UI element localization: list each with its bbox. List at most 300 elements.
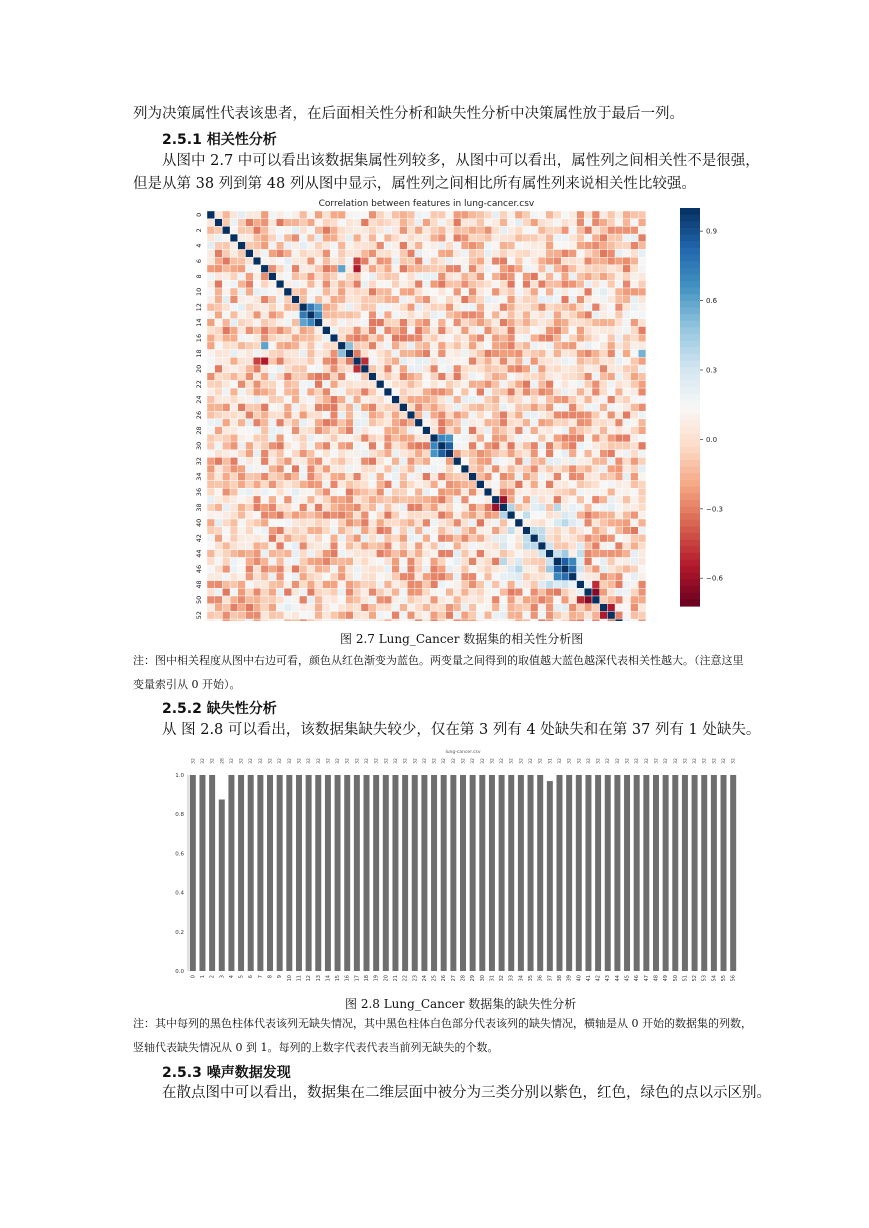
heatmap-cell [323,596,331,604]
heatmap-cell [507,288,515,296]
heatmap-cell [246,296,254,304]
heatmap-cell [299,588,307,596]
heatmap-cell [430,280,438,288]
heatmap-cell [607,257,615,265]
heatmap-cell [423,211,431,219]
heatmap-cell [615,596,623,604]
heatmap-cell [453,604,461,612]
heatmap-cell [353,488,361,496]
colorbar-segment [680,526,700,533]
heatmap-cell [222,250,230,258]
heatmap-cell [461,442,469,450]
heatmap-cell [269,357,277,365]
heatmap-cell [353,581,361,589]
heatmap-cell [530,419,538,427]
heatmap-cell [607,319,615,327]
heatmap-cell [222,465,230,473]
heatmap-cell [284,457,292,465]
heatmap-cell [407,588,415,596]
heatmap-cell [315,565,323,573]
heatmap-cell [438,250,446,258]
heatmap-cell [261,296,269,304]
heatmap-cell [546,319,554,327]
heatmap-cell [638,411,646,419]
heatmap-cell [607,573,615,581]
heatmap-cell [299,334,307,342]
heatmap-cell [453,380,461,388]
heatmap-cell [407,519,415,527]
heatmap-cell [438,219,446,227]
heatmap-cell [446,619,454,621]
heatmap-cell [315,342,323,350]
heatmap-cell [269,365,277,373]
heatmap-cell [261,581,269,589]
heatmap-cell [407,558,415,566]
heatmap-cell [438,334,446,342]
heatmap-cell [600,411,608,419]
count-label: 32 [702,758,708,764]
heatmap-cell [577,519,585,527]
heatmap-cell [222,273,230,281]
heatmap-cell [461,419,469,427]
data-bar [190,775,196,971]
heatmap-cell [561,373,569,381]
heatmap-cell [523,434,531,442]
heatmap-cell [253,465,261,473]
data-bar [489,775,495,971]
heatmap-cell [338,504,346,512]
heatmap-cell [538,411,546,419]
heatmap-cell [207,327,215,335]
heatmap-cell [330,296,338,304]
heatmap-cell [407,373,415,381]
heatmap-cell [492,488,500,496]
heatmap-cell [492,404,500,412]
heatmap-cell [323,388,331,396]
heatmap-cell [484,550,492,558]
heatmap-cell [276,219,284,227]
heatmap-cell [415,404,423,412]
heatmap-cell [400,273,408,281]
heatmap-cell [623,488,631,496]
heatmap-cell [284,481,292,489]
heatmap-cell [523,404,531,412]
heatmap-cell [430,581,438,589]
heatmap-cell [353,226,361,234]
heatmap-cell [292,611,300,619]
heatmap-cell [276,404,284,412]
heatmap-cell [492,519,500,527]
heatmap-cell [600,619,608,621]
count-label: 32 [557,758,563,764]
heatmap-cell [569,350,577,358]
heatmap-cell [453,558,461,566]
heatmap-cell [538,373,546,381]
data-bar [238,775,244,971]
heatmap-cell [230,327,238,335]
heatmap-cell [584,303,592,311]
heatmap-cell [623,604,631,612]
heatmap-cell [400,365,408,373]
heatmap-cell [515,350,523,358]
y-tick-label: 20 [195,364,203,373]
heatmap-cell [384,573,392,581]
heatmap-cell [592,588,600,596]
heatmap-cell [376,303,384,311]
heatmap-cell [592,581,600,589]
heatmap-cell [284,357,292,365]
count-label: 32 [326,758,332,764]
heatmap-cell [631,504,639,512]
count-label: 32 [268,758,274,764]
heatmap-cell [584,596,592,604]
heatmap-cell [230,427,238,435]
heatmap-cell [276,588,284,596]
heatmap-cell [222,619,230,621]
heatmap-cell [315,380,323,388]
heatmap-cell [407,411,415,419]
heatmap-cell [246,457,254,465]
heatmap-cell [315,242,323,250]
heatmap-cell [530,496,538,504]
heatmap-cell [515,427,523,435]
heatmap-cell [530,311,538,319]
heatmap-cell [446,596,454,604]
heatmap-cell [299,327,307,335]
heatmap-cell [207,250,215,258]
heatmap-cell [554,434,562,442]
heatmap-cell [461,558,469,566]
heatmap-cell [500,558,508,566]
body-text-line: 从图中 2.7 中可以看出该数据集属性列较多，从图中可以看出，属性列之间相关性不是很强， [162,153,760,169]
heatmap-cell [438,465,446,473]
heatmap-cell [607,311,615,319]
heatmap-cell [515,581,523,589]
figure-note: 变量索引从 0 开始）。 [133,678,241,691]
colorbar-tick-label: 0.6 [706,297,718,306]
heatmap-cell [415,450,423,458]
heatmap-cell [423,488,431,496]
heatmap-cell [230,565,238,573]
heatmap-cell [307,273,315,281]
heatmap-cell [284,565,292,573]
heatmap-cell [384,273,392,281]
heatmap-cell [299,288,307,296]
colorbar-tick-label: 0.9 [706,227,718,236]
heatmap-cell [607,611,615,619]
colorbar-segment [680,427,700,434]
heatmap-cell [523,534,531,542]
heatmap-cell [346,365,354,373]
heatmap-cell [623,327,631,335]
heatmap-cell [500,611,508,619]
heatmap-cell [392,334,400,342]
heatmap-cell [346,380,354,388]
heatmap-cell [515,257,523,265]
heatmap-cell [546,558,554,566]
heatmap-cell [315,350,323,358]
heatmap-cell [299,234,307,242]
heatmap-cell [253,542,261,550]
heatmap-cell [330,619,338,621]
heatmap-cell [438,211,446,219]
heatmap-cell [500,519,508,527]
heatmap-cell [330,511,338,519]
heatmap-cell [330,357,338,365]
heatmap-cell [584,288,592,296]
heatmap-cell [361,280,369,288]
heatmap-cell [607,473,615,481]
heatmap-cell [461,465,469,473]
heatmap-cell [600,342,608,350]
heatmap-cell [369,350,377,358]
heatmap-cell [623,342,631,350]
heatmap-cell [469,481,477,489]
heatmap-cell [546,404,554,412]
heatmap-cell [607,604,615,612]
heatmap-cell [269,504,277,512]
heatmap-cell [600,327,608,335]
heatmap-cell [569,527,577,535]
heatmap-cell [376,534,384,542]
heatmap-cell [538,327,546,335]
heatmap-cell [584,588,592,596]
heatmap-cell [384,442,392,450]
heatmap-cell [631,257,639,265]
heatmap-cell [253,388,261,396]
heatmap-cell [292,388,300,396]
heatmap-cell [369,404,377,412]
figure-note: 注：其中每列的黑色柱体代表该列无缺失情况，其中黑色柱体白色部分代表该列的缺失情况，横轴是从 0 开始的数据集的列数， [133,1017,752,1030]
heatmap-cell [600,396,608,404]
heatmap-cell [330,496,338,504]
heatmap-cell [376,511,384,519]
heatmap-cell [292,211,300,219]
heatmap-cell [500,581,508,589]
heatmap-cell [400,226,408,234]
heatmap-cell [369,396,377,404]
heatmap-cell [292,319,300,327]
heatmap-cell [492,596,500,604]
heatmap-cell [369,219,377,227]
heatmap-cell [407,450,415,458]
data-bar [624,775,630,971]
heatmap-cell [623,588,631,596]
heatmap-cell [376,488,384,496]
heatmap-cell [507,257,515,265]
heatmap-cell [600,604,608,612]
heatmap-cell [323,434,331,442]
count-label: 32 [297,758,303,764]
heatmap-cell [492,442,500,450]
heatmap-cell [477,280,485,288]
heatmap-cell [222,319,230,327]
heatmap-cell [261,527,269,535]
heatmap-cell [415,542,423,550]
heatmap-cell [461,457,469,465]
heatmap-cell [253,380,261,388]
heatmap-cell [507,311,515,319]
heatmap-cell [469,619,477,621]
heatmap-cell [330,226,338,234]
heatmap-cell [369,450,377,458]
heatmap-cell [477,504,485,512]
heatmap-cell [577,434,585,442]
heatmap-cell [477,573,485,581]
heatmap-cell [546,219,554,227]
heatmap-cell [538,604,546,612]
colorbar-segment [680,248,700,255]
x-tick-label: 37 [547,975,554,982]
heatmap-cell [469,511,477,519]
heatmap-cell [276,280,284,288]
heatmap-cell [238,457,246,465]
heatmap-cell [446,573,454,581]
heatmap-cell [430,265,438,273]
heatmap-cell [246,611,254,619]
heatmap-cell [400,488,408,496]
heatmap-cell [538,219,546,227]
data-bar [402,775,408,971]
heatmap-cell [446,234,454,242]
heatmap-cell [438,311,446,319]
heatmap-cell [623,573,631,581]
heatmap-cell [484,457,492,465]
x-tick-label: 27 [450,975,457,982]
colorbar-segment [680,387,700,394]
heatmap-cell [438,442,446,450]
heatmap-cell [538,357,546,365]
heatmap-cell [407,619,415,621]
heatmap-cell [592,481,600,489]
heatmap-cell [353,296,361,304]
heatmap-cell [392,550,400,558]
heatmap-cell [423,542,431,550]
heatmap-cell [500,511,508,519]
heatmap-cell [269,550,277,558]
heatmap-cell [384,357,392,365]
heatmap-cell [376,242,384,250]
heatmap-cell [407,419,415,427]
x-tick-label: 56 [730,975,737,982]
heatmap-cell [631,488,639,496]
heatmap-cell [423,388,431,396]
heatmap-cell [246,481,254,489]
y-tick-label: 46 [195,564,203,574]
heatmap-cell [338,257,346,265]
heatmap-cell [623,288,631,296]
heatmap-cell [346,434,354,442]
heatmap-cell [238,434,246,442]
heatmap-cell [492,242,500,250]
heatmap-cell [607,226,615,234]
heatmap-cell [307,427,315,435]
heatmap-cell [284,373,292,381]
heatmap-cell [307,257,315,265]
heatmap-cell [384,411,392,419]
heatmap-cell [638,542,646,550]
heatmap-cell [592,511,600,519]
heatmap-cell [461,211,469,219]
heatmap-cell [400,427,408,435]
heatmap-cell [623,619,631,621]
heatmap-cell [407,234,415,242]
heatmap-cell [238,550,246,558]
heatmap-cell [423,396,431,404]
heatmap-cell [392,604,400,612]
colorbar-segment [680,327,700,334]
heatmap-cell [346,411,354,419]
heatmap-cell [446,504,454,512]
heatmap-cell [569,419,577,427]
heatmap-cell [446,357,454,365]
heatmap-cell [392,373,400,381]
heatmap-cell [230,488,238,496]
heatmap-cell [484,388,492,396]
heatmap-cell [530,327,538,335]
x-tick-label: 40 [576,975,583,982]
heatmap-cell [577,357,585,365]
heatmap-cell [623,211,631,219]
heatmap-cell [369,226,377,234]
heatmap-cell [384,319,392,327]
heatmap-cell [569,250,577,258]
heatmap-cell [430,226,438,234]
colorbar-segment [680,573,700,580]
heatmap-cell [484,581,492,589]
heatmap-cell [530,573,538,581]
heatmap-cell [315,211,323,219]
heatmap-cell [338,450,346,458]
heatmap-cell [238,303,246,311]
heatmap-cell [215,319,223,327]
heatmap-cell [600,558,608,566]
heatmap-cell [623,234,631,242]
heatmap-cell [392,350,400,358]
heatmap-cell [253,488,261,496]
heatmap-cell [546,419,554,427]
heatmap-cell [253,573,261,581]
count-label: 32 [509,758,515,764]
heatmap-cell [638,619,646,621]
heatmap-cell [407,380,415,388]
x-tick-label: 50 [672,975,679,982]
heatmap-cell [515,273,523,281]
heatmap-cell [230,596,238,604]
count-label: 32 [567,758,573,764]
heatmap-cell [631,427,639,435]
heatmap-cell [500,211,508,219]
heatmap-cell [546,242,554,250]
heatmap-cell [507,488,515,496]
heatmap-cell [569,558,577,566]
heatmap-cell [523,357,531,365]
heatmap-cell [500,527,508,535]
heatmap-cell [577,504,585,512]
heatmap-cell [484,280,492,288]
heatmap-cell [384,481,392,489]
colorbar-segment [680,347,700,354]
heatmap-cell [230,442,238,450]
count-label: 32 [519,758,525,764]
heatmap-cell [461,611,469,619]
heatmap-cell [500,388,508,396]
heatmap-cell [615,550,623,558]
heatmap-cell [292,434,300,442]
heatmap-cell [453,542,461,550]
data-bar [585,775,591,971]
heatmap-cell [261,504,269,512]
